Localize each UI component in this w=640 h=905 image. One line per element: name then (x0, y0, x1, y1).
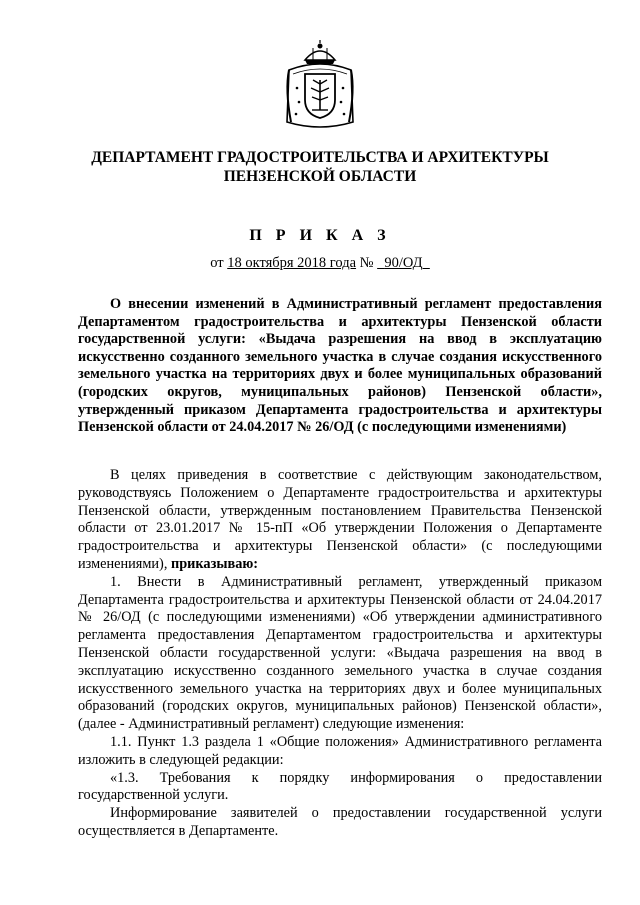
order-date-number (0, 255, 640, 272)
paragraph-1-3: «1.3. Требования к порядку информирования о предоставлении государственной услуги. (78, 769, 602, 804)
order-date: 18 октября 2018 года (227, 255, 357, 271)
paragraph-information: Информирование заявителей о предоставлении государственной услуги осуществляется в Департаменте. (78, 805, 602, 839)
date-prefix: от (210, 255, 224, 271)
order-keyword: приказываю (170, 555, 254, 572)
order-title: П Р И К А З (249, 227, 391, 244)
department-line-2: ПЕНЗЕНСКОЙ ОБЛАСТИ (223, 168, 417, 185)
coat-of-arms-emblem (283, 40, 357, 130)
department-line-1: ДЕПАРТАМЕНТ ГРАДОСТРОИТЕЛЬСТВА И АРХИТЕКТУРЫ (91, 149, 549, 166)
number-label: № (359, 255, 374, 271)
preamble-paragraph: В целях приведения в соответствие с действующим законодательством, руководствуясь Положением о Департаменте градостроительства и архитектуры Пензенской области, утвержденным постановлением Правительства Пензенской области от 23.01.2017 № 15-пП «Об утверждении Положения о Департаменте градостроительства и архитектуры Пензенской области» (с последующими изменениями), приказываю: (78, 467, 602, 572)
department-name (0, 148, 640, 186)
paragraph-1: 1. Внести в Административный регламент, утвержденный приказом Департамента градостроительства и архитектуры Пензенской области от 24.04.2017 № 26/ОД (с последующими изменениями) «Об утверждении административного регламента предоставления Департаментом градостроительства и архитектуры Пензенской области государственной услуги: «Выдача разрешения на ввод в эксплуатацию искусственно созданного земельного участка в случае создания искусственного земельного участка на территориях двух и более муниципальных образований (городских округов, муниципальных районов) Пензенской области», (далее - Административный регламент) следующие изменения: (78, 573, 602, 733)
order-number: 90/ОД (384, 255, 423, 271)
order-body (78, 463, 602, 841)
order-subject: О внесении изменений в Административный регламент предоставления Департаментом градостроительства и архитектуры Пензенской области государственной услуги: «Выдача разрешения на ввод в эксплуатацию искусственно созданного земельного участка в случае создания искусственного земельного участка на территориях двух и более муниципальных образований (городских округов, муниципальных районов) Пензенской области», утвержденный приказом Департамента градостроительства и архитектуры Пензенской области от 24.04.2017 № 26/ОД (с последующими изменениями) (78, 296, 602, 436)
paragraph-1-1: 1.1. Пункт 1.3 раздела 1 «Общие положения» Административного регламента изложить в следующей редакции: (78, 733, 602, 768)
